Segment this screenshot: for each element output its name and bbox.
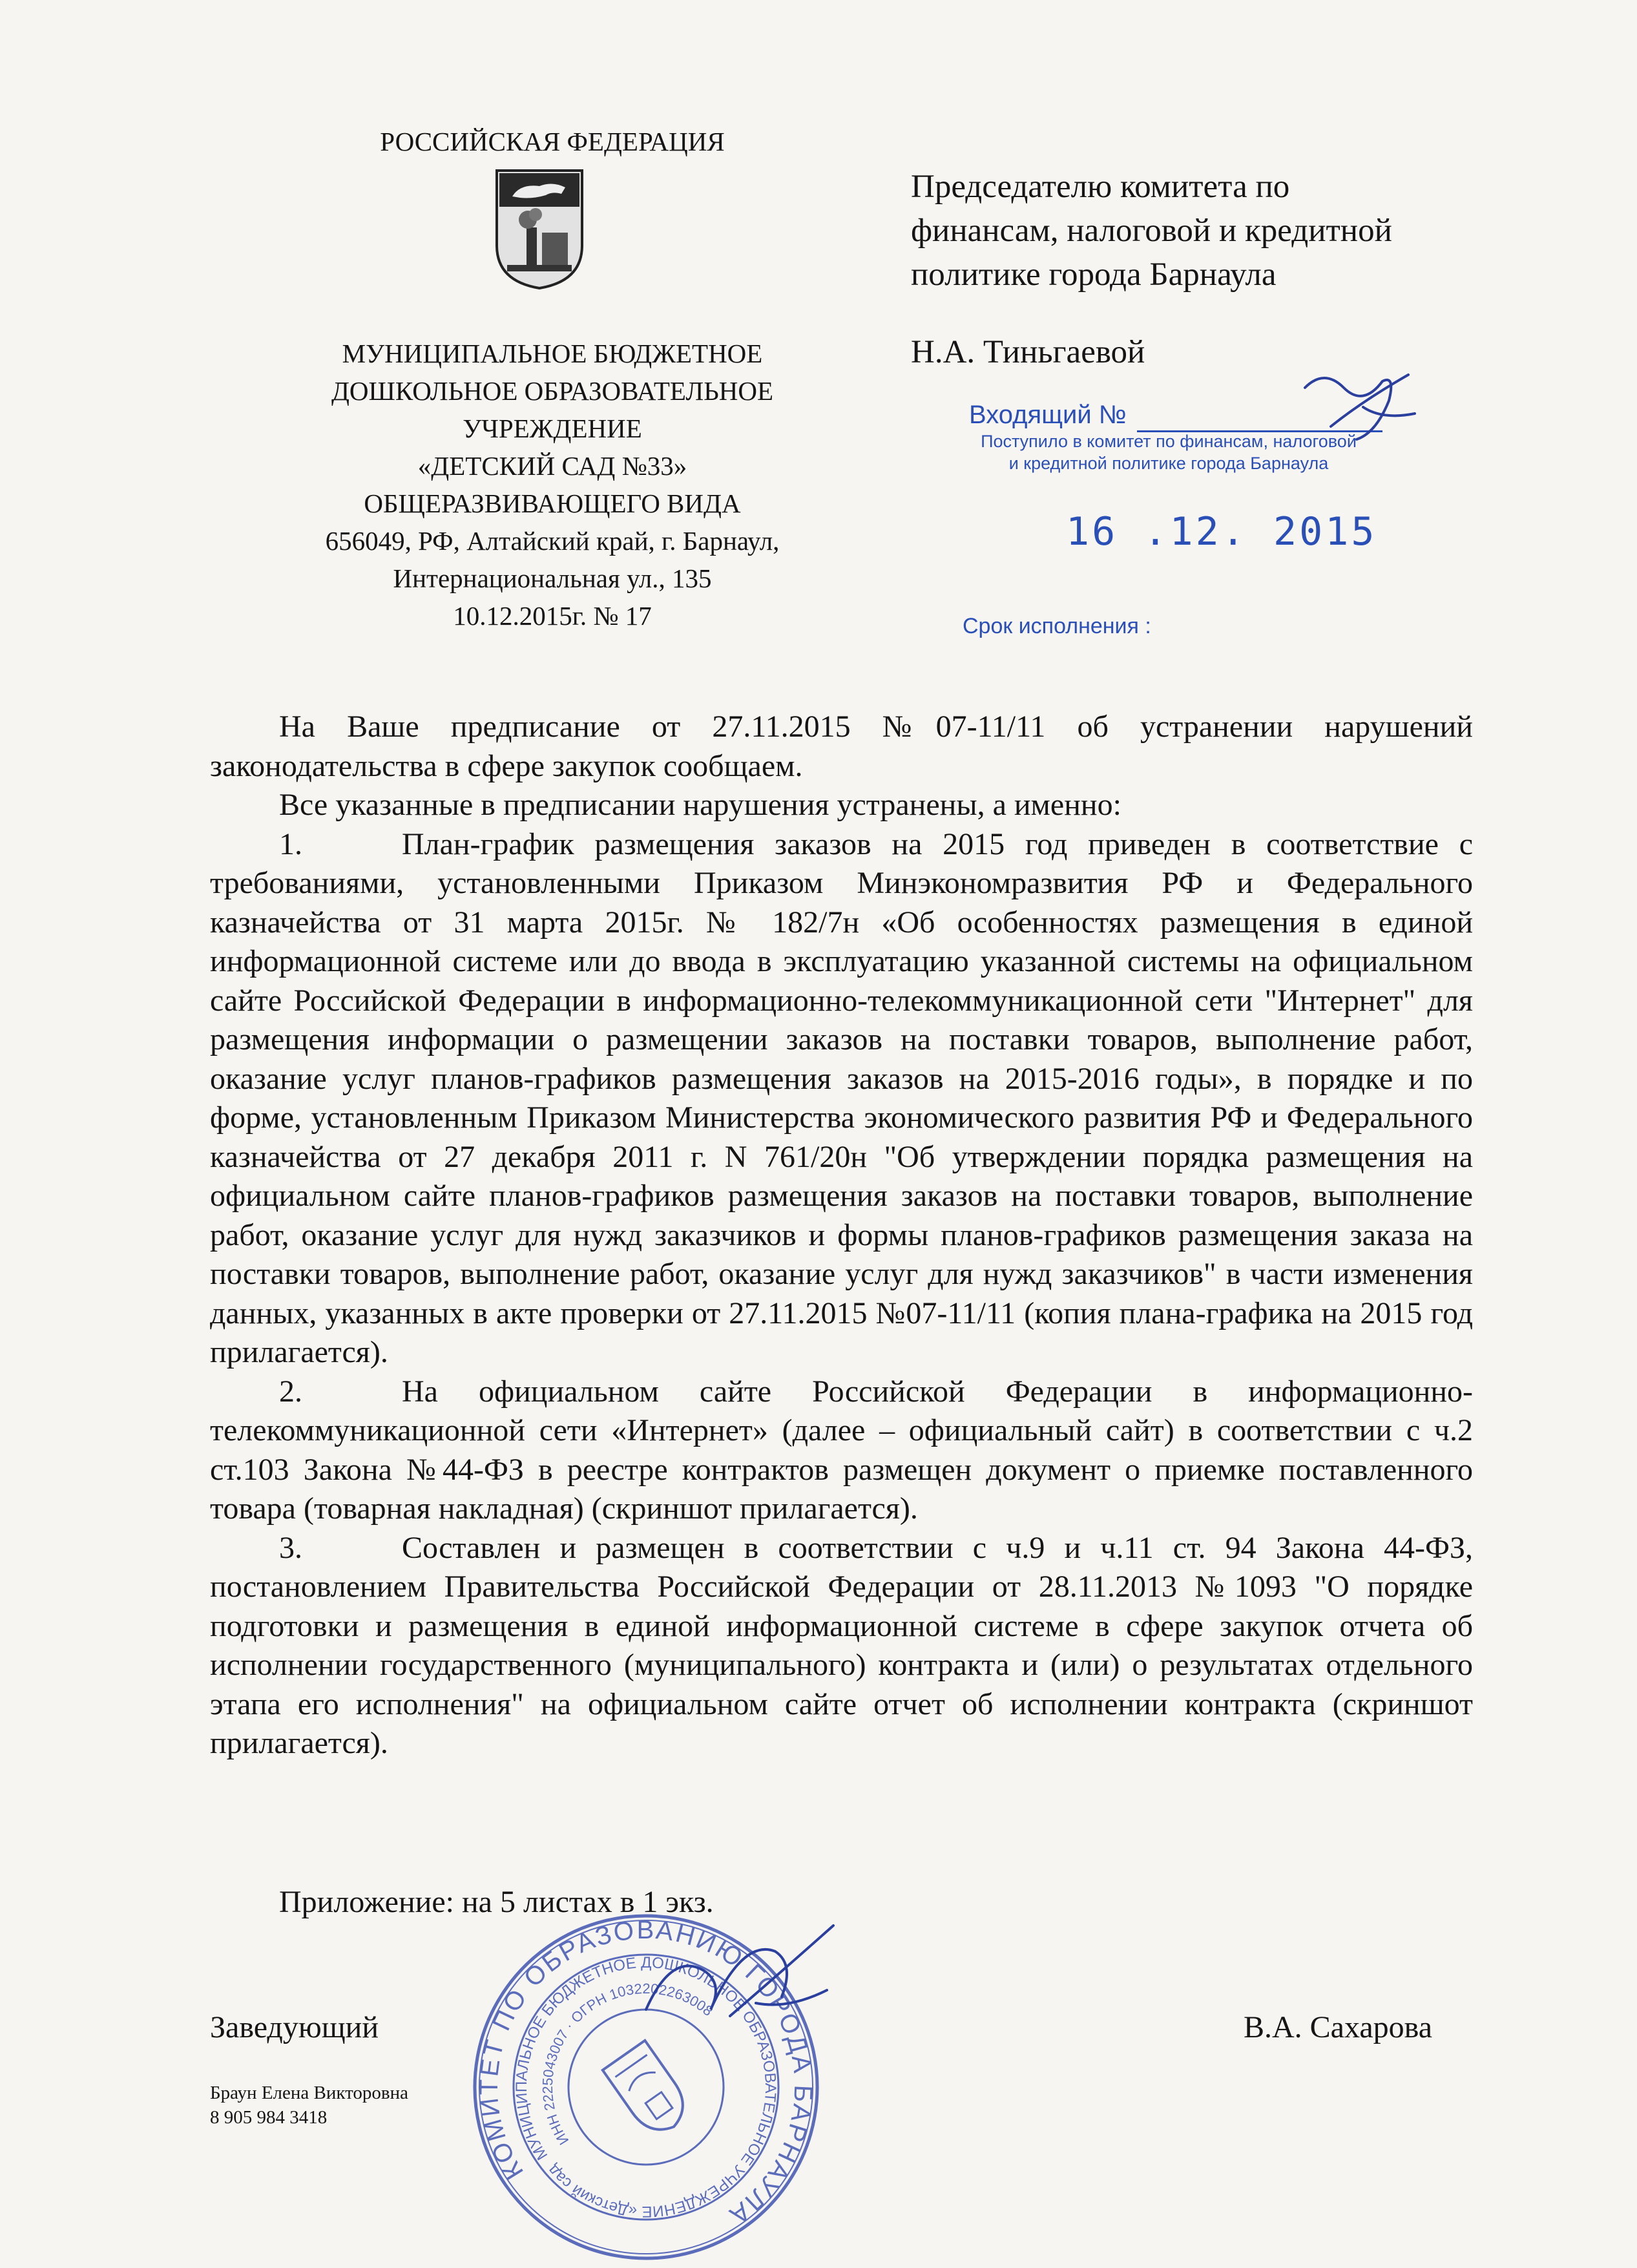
letter-body: [210, 708, 1473, 1763]
list-item: [210, 1372, 1473, 1529]
handwritten-signature-icon: [1286, 362, 1441, 452]
list-item-text: План-график размещения заказов на 2015 год приведен в соответствие с требованиями, установленными Приказом Минэкономразвития РФ и Федерального казначейства от 31 марта 2015г. № 182/7н «Об особенностях размещения в единой информационной системе или до ввода в эксплуатацию указанной системы на официальном сайте Российской Федерации в информационно-телекоммуникационной сети "Интернет" для размещения информации о размещении заказов на поставки товаров, выполнение работ, оказание услуг планов-графиков размещения заказов на 2015-2016 годы», в порядке и по форме, установленным Приказом Министерства экономического развития РФ и Федерального казначейства от 27 декабря 2011 г. N 761/20н "Об утверждении порядка размещения на официальном сайте планов-графиков размещения заказов на поставки товаров, выполнение работ, оказание услуг для нужд заказчиков и формы планов-графиков размещения заказа на поставки товаров, выполнение работ, оказание услуг для нужд заказчиков" в части изменения данных, указанных в акте проверки от 27.11.2015 №07-11/11 (копия плана-графика на 2015 год прилагается).: [210, 826, 1473, 1369]
addressee-line: финансам, налоговой и кредитной: [911, 213, 1392, 249]
addressee-name: Н.А. Тиньгаевой: [911, 334, 1145, 370]
org-line: ДОШКОЛЬНОЕ ОБРАЗОВАТЕЛЬНОЕ: [331, 376, 774, 406]
intro-paragraph: На Ваше предписание от 27.11.2015 №07-11/11 об устранении нарушений законодательства в сфере закупок сообщаем.: [210, 709, 1473, 783]
org-line: ОБЩЕРАЗВИВАЮЩЕГО ВИДА: [364, 488, 741, 518]
director-signature-icon: [633, 1913, 846, 2035]
incoming-stamp-title: Входящий №: [969, 401, 1127, 429]
incoming-date: 16 .12. 2015: [1066, 509, 1377, 554]
list-item-text: Составлен и размещен в соответствии с ч.9 и ч.11 ст. 94 Закона 44-ФЗ, постановлением Правительства Российской Федерации от 28.11.2013 №1093 "О порядке подготовки и размещения в единой информационной системе в сфере закупок отчета об исполнении государственного (муниципального) контракта и (или) о результатах отдельного этапа его исполнения" на официальном сайте отчет об исполнении контракта (скриншот прилагается).: [210, 1530, 1473, 1760]
contact-block: [210, 2081, 408, 2130]
lead-paragraph: Все указанные в предписании нарушения устранены, а именно:: [279, 788, 1121, 822]
list-item-number: 3.: [279, 1530, 302, 1565]
list-item: [210, 825, 1473, 1372]
outgoing-number: 10.12.2015г. № 17: [453, 601, 652, 631]
list-item-number: 1.: [279, 826, 302, 861]
address-line: 656049, РФ, Алтайский край, г. Барнаул,: [325, 526, 780, 556]
incoming-stamp-line: Поступило в комитет по финансам, налоговой: [981, 432, 1357, 451]
list-item-text: На официальном сайте Российской Федерации в информационно-телекоммуникационной сети «Интернет» (далее – официальный сайт) в соответствии с ч.2 ст.103 Закона №44-ФЗ в реестре контрактов размещен документ о приемке поставленного товара (товарная накладная) (скриншот прилагается).: [210, 1374, 1473, 1526]
addressee-block: [911, 165, 1492, 374]
list-item-number: 2.: [279, 1374, 302, 1409]
addressee-line: Председателю комитета по: [911, 169, 1290, 205]
seal-outer-text: КОМИТЕТ ПО ОБРАЗОВАНИЮ ГОРОДА БАРНАУЛА: [474, 1915, 818, 2231]
list-item: [210, 1529, 1473, 1763]
seal-inner-text: МУНИЦИПАЛЬНОЕ БЮДЖЕТНОЕ ДОШКОЛЬНОЕ ОБРАЗОВАТЕЛЬНОЕ УЧРЕЖДЕНИЕ «Детский сад: [512, 1953, 780, 2221]
address-line: Интернациональная ул., 135: [393, 563, 712, 593]
country-line: РОССИЙСКАЯ ФЕДЕРАЦИЯ: [380, 127, 725, 156]
org-line: «ДЕТСКИЙ САД №33»: [417, 451, 687, 481]
appendix-note: Приложение: на 5 листах в 1 экз.: [279, 1885, 714, 1919]
addressee-line: политике города Барнаула: [911, 257, 1277, 293]
signatory-title: Заведующий: [210, 2010, 379, 2044]
incoming-stamp-line: и кредитной политике города Барнаула: [1008, 454, 1329, 473]
city-emblem-icon: [494, 168, 585, 291]
contact-name: Браун Елена Викторовна: [210, 2083, 408, 2103]
seal-ids-text: ИНН 2225043007 · ОГРН 1032202263008: [539, 1980, 716, 2148]
org-line: УЧРЕЖДЕНИЕ: [463, 414, 642, 443]
contact-phone: 8 905 984 3418: [210, 2107, 328, 2128]
deadline-label: Срок исполнения :: [963, 614, 1151, 638]
org-line: МУНИЦИПАЛЬНОЕ БЮДЖЕТНОЕ: [342, 339, 763, 368]
signatory-name: В.А. Сахарова: [1243, 2010, 1432, 2044]
